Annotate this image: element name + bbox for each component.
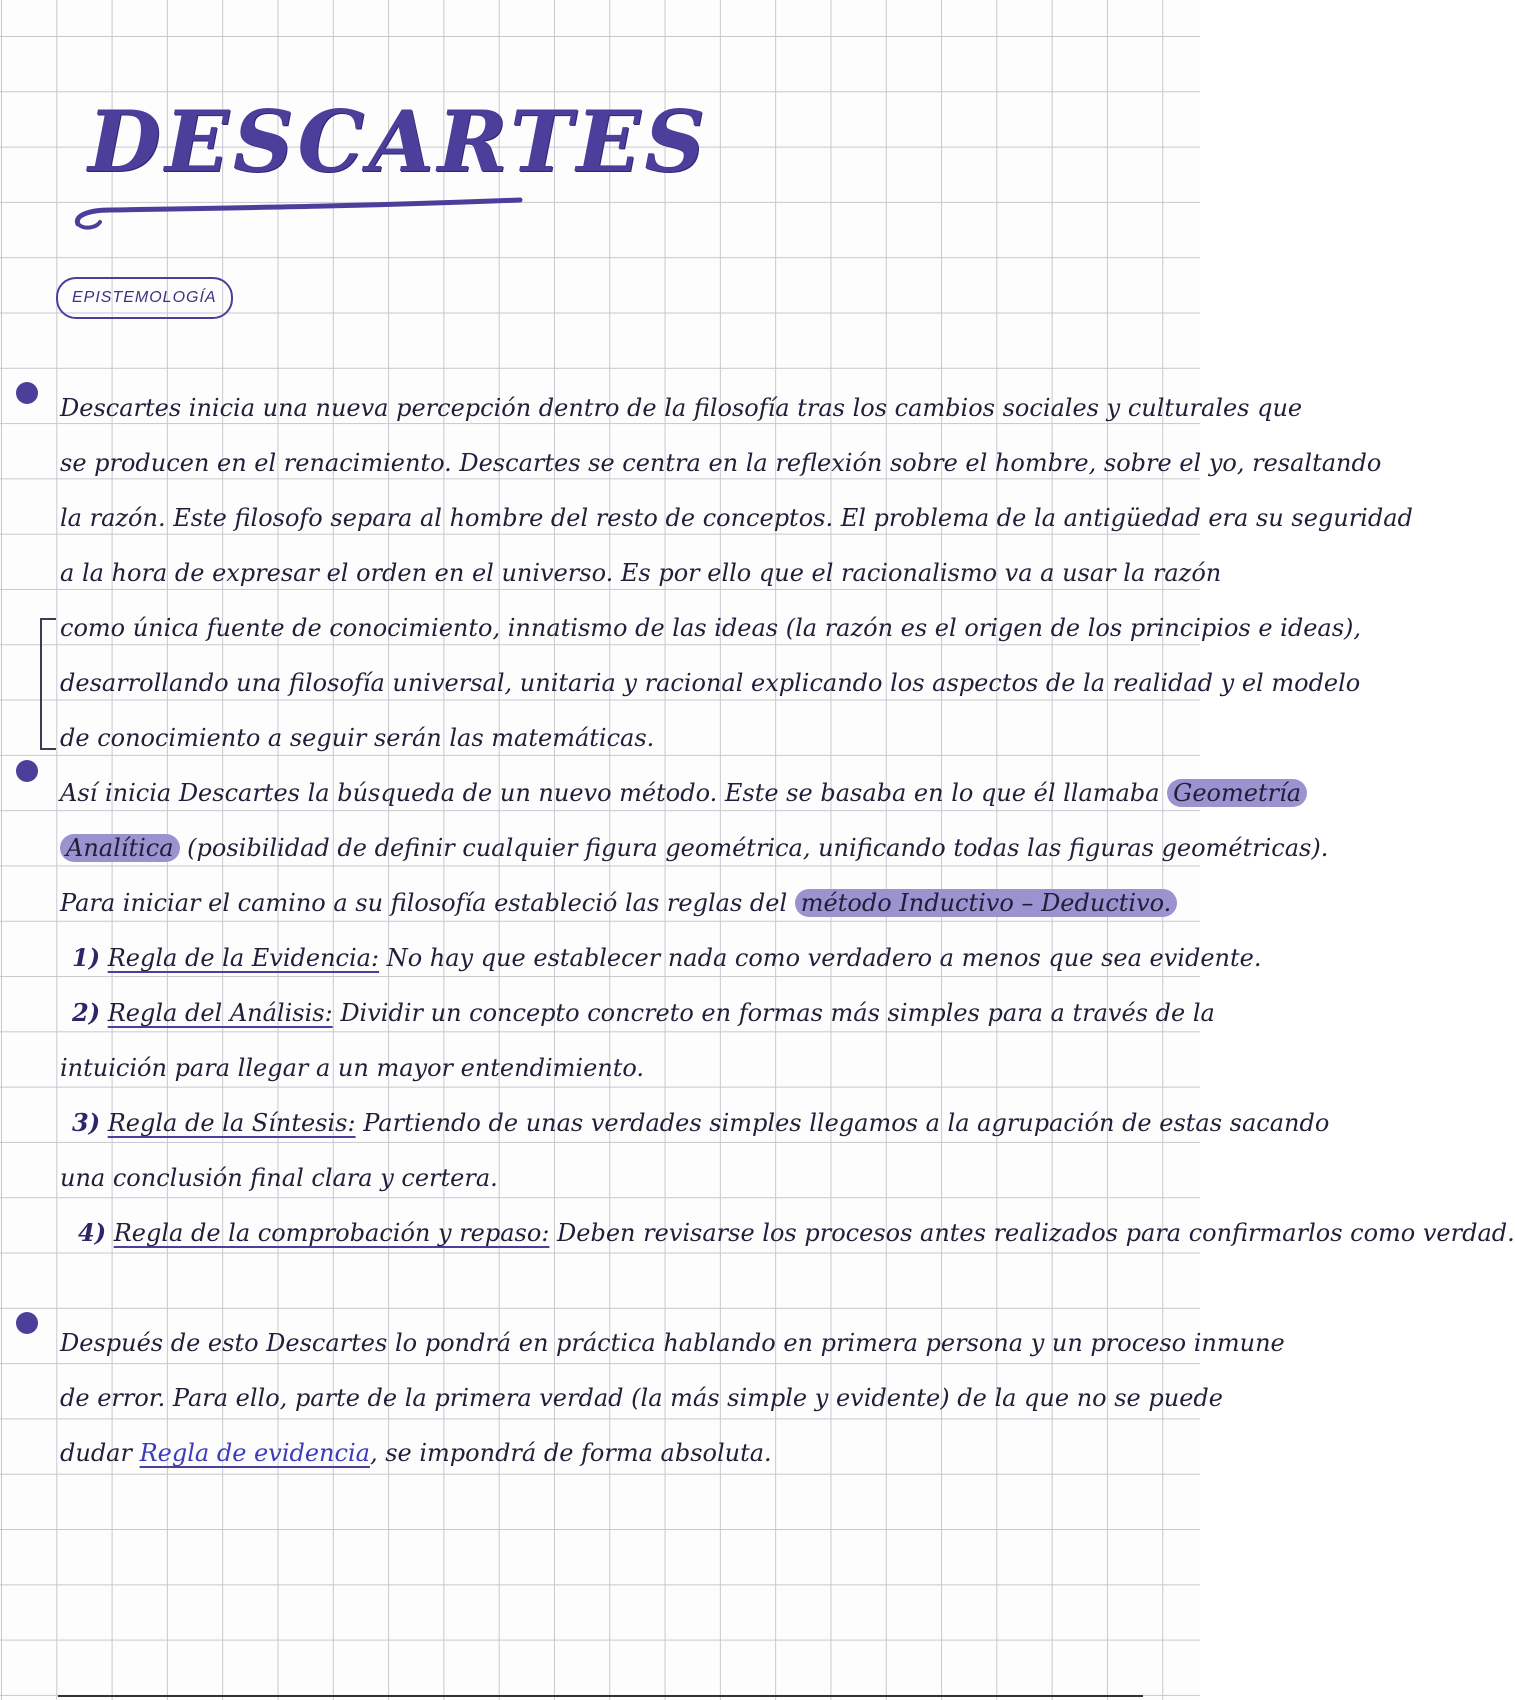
- highlight-analitica: Analítica: [60, 834, 180, 862]
- para1-line4: a la hora de expresar el orden en el universo. Es por ello que el racionalismo va a usar la razón: [60, 559, 1222, 587]
- rule-3: [72, 1107, 1330, 1139]
- para3-line2: de error. Para ello, parte de la primera verdad (la más simple y evidente) de la que no se puede: [60, 1384, 1223, 1412]
- margin-bracket: [40, 618, 56, 750]
- para1-line7: de conocimiento a seguir serán las matemáticas.: [60, 724, 655, 752]
- title-underline-flourish: [70, 186, 530, 236]
- rule-text: No hay que establecer nada como verdadero a menos que sea evidente.: [386, 944, 1262, 972]
- para1-line3: la razón. Este filosofo separa al hombre del resto de conceptos. El problema de la antigüedad era su seguridad: [60, 504, 1413, 532]
- rule-label: Regla de la Síntesis:: [107, 1109, 356, 1137]
- rule-number: 3): [72, 1108, 101, 1137]
- rule-1: [72, 942, 1262, 974]
- rule-text: Deben revisarse los procesos antes realizados para confirmarlos como verdad.: [557, 1219, 1515, 1247]
- para3-line3: [60, 1437, 1170, 1469]
- para3-line3-end: , se impondrá de forma absoluta.: [369, 1439, 772, 1467]
- para2-line1-text: Así inicia Descartes la búsqueda de un nuevo método. Este se basaba en lo que él llamaba: [60, 779, 1160, 807]
- para2-line3: [60, 887, 1170, 919]
- para2-line2-text: (posibilidad de definir cualquier figura geométrica, unificando todas las figuras geométricas).: [187, 834, 1329, 862]
- rule-3-continuation: una conclusión final clara y certera.: [60, 1164, 498, 1192]
- para2-line3-text: Para iniciar el camino a su filosofía estableció las reglas del: [60, 889, 788, 917]
- rule-number: 2): [72, 998, 101, 1027]
- rule-number: 4): [78, 1218, 107, 1247]
- rule-number: 1): [72, 943, 101, 972]
- para1-line1: Descartes inicia una nueva percepción dentro de la filosofía tras los cambios sociales y culturales que: [60, 394, 1303, 422]
- rule-4: [78, 1217, 1515, 1249]
- bullet-point: [16, 1312, 38, 1334]
- rule-text: Dividir un concepto concreto en formas más simples para a través de la: [340, 999, 1215, 1027]
- rule-label: Regla de la comprobación y repaso:: [113, 1219, 550, 1247]
- rule-2-continuation: intuición para llegar a un mayor entendimiento.: [60, 1054, 645, 1082]
- bullet-point: [16, 760, 38, 782]
- para1-line5: como única fuente de conocimiento, innatismo de las ideas (la razón es el origen de los principios e ideas),: [60, 614, 1362, 642]
- highlight-metodo: método Inductivo – Deductivo.: [795, 889, 1178, 917]
- rule-label: Regla del Análisis:: [107, 999, 333, 1027]
- section-tag-epistemologia: EPISTEMOLOGÍA: [56, 277, 233, 319]
- para2-line1: [60, 777, 1302, 809]
- para2-line2: [60, 832, 1329, 864]
- para3-line1: Después de esto Descartes lo pondrá en práctica hablando en primera persona y un proceso inmune: [60, 1329, 1285, 1357]
- rule-2: [72, 997, 1215, 1029]
- rule-text: Partiendo de unas verdades simples llegamos a la agrupación de estas sacando: [363, 1109, 1330, 1137]
- rule-evidencia-reference: Regla de evidencia: [139, 1439, 370, 1467]
- para1-line6: desarrollando una filosofía universal, unitaria y racional explicando los aspectos de la realidad y el modelo: [60, 669, 1361, 697]
- page-title: DESCARTES: [88, 92, 710, 191]
- bottom-divider: [58, 1695, 1143, 1697]
- highlight-geometria: Geometría: [1167, 779, 1307, 807]
- rule-label: Regla de la Evidencia:: [107, 944, 380, 972]
- bullet-point: [16, 382, 38, 404]
- para3-line3-text: dudar: [60, 1439, 132, 1467]
- para1-line2: se producen en el renacimiento. Descartes se centra en la reflexión sobre el hombre, sobre el yo, resaltando: [60, 449, 1382, 477]
